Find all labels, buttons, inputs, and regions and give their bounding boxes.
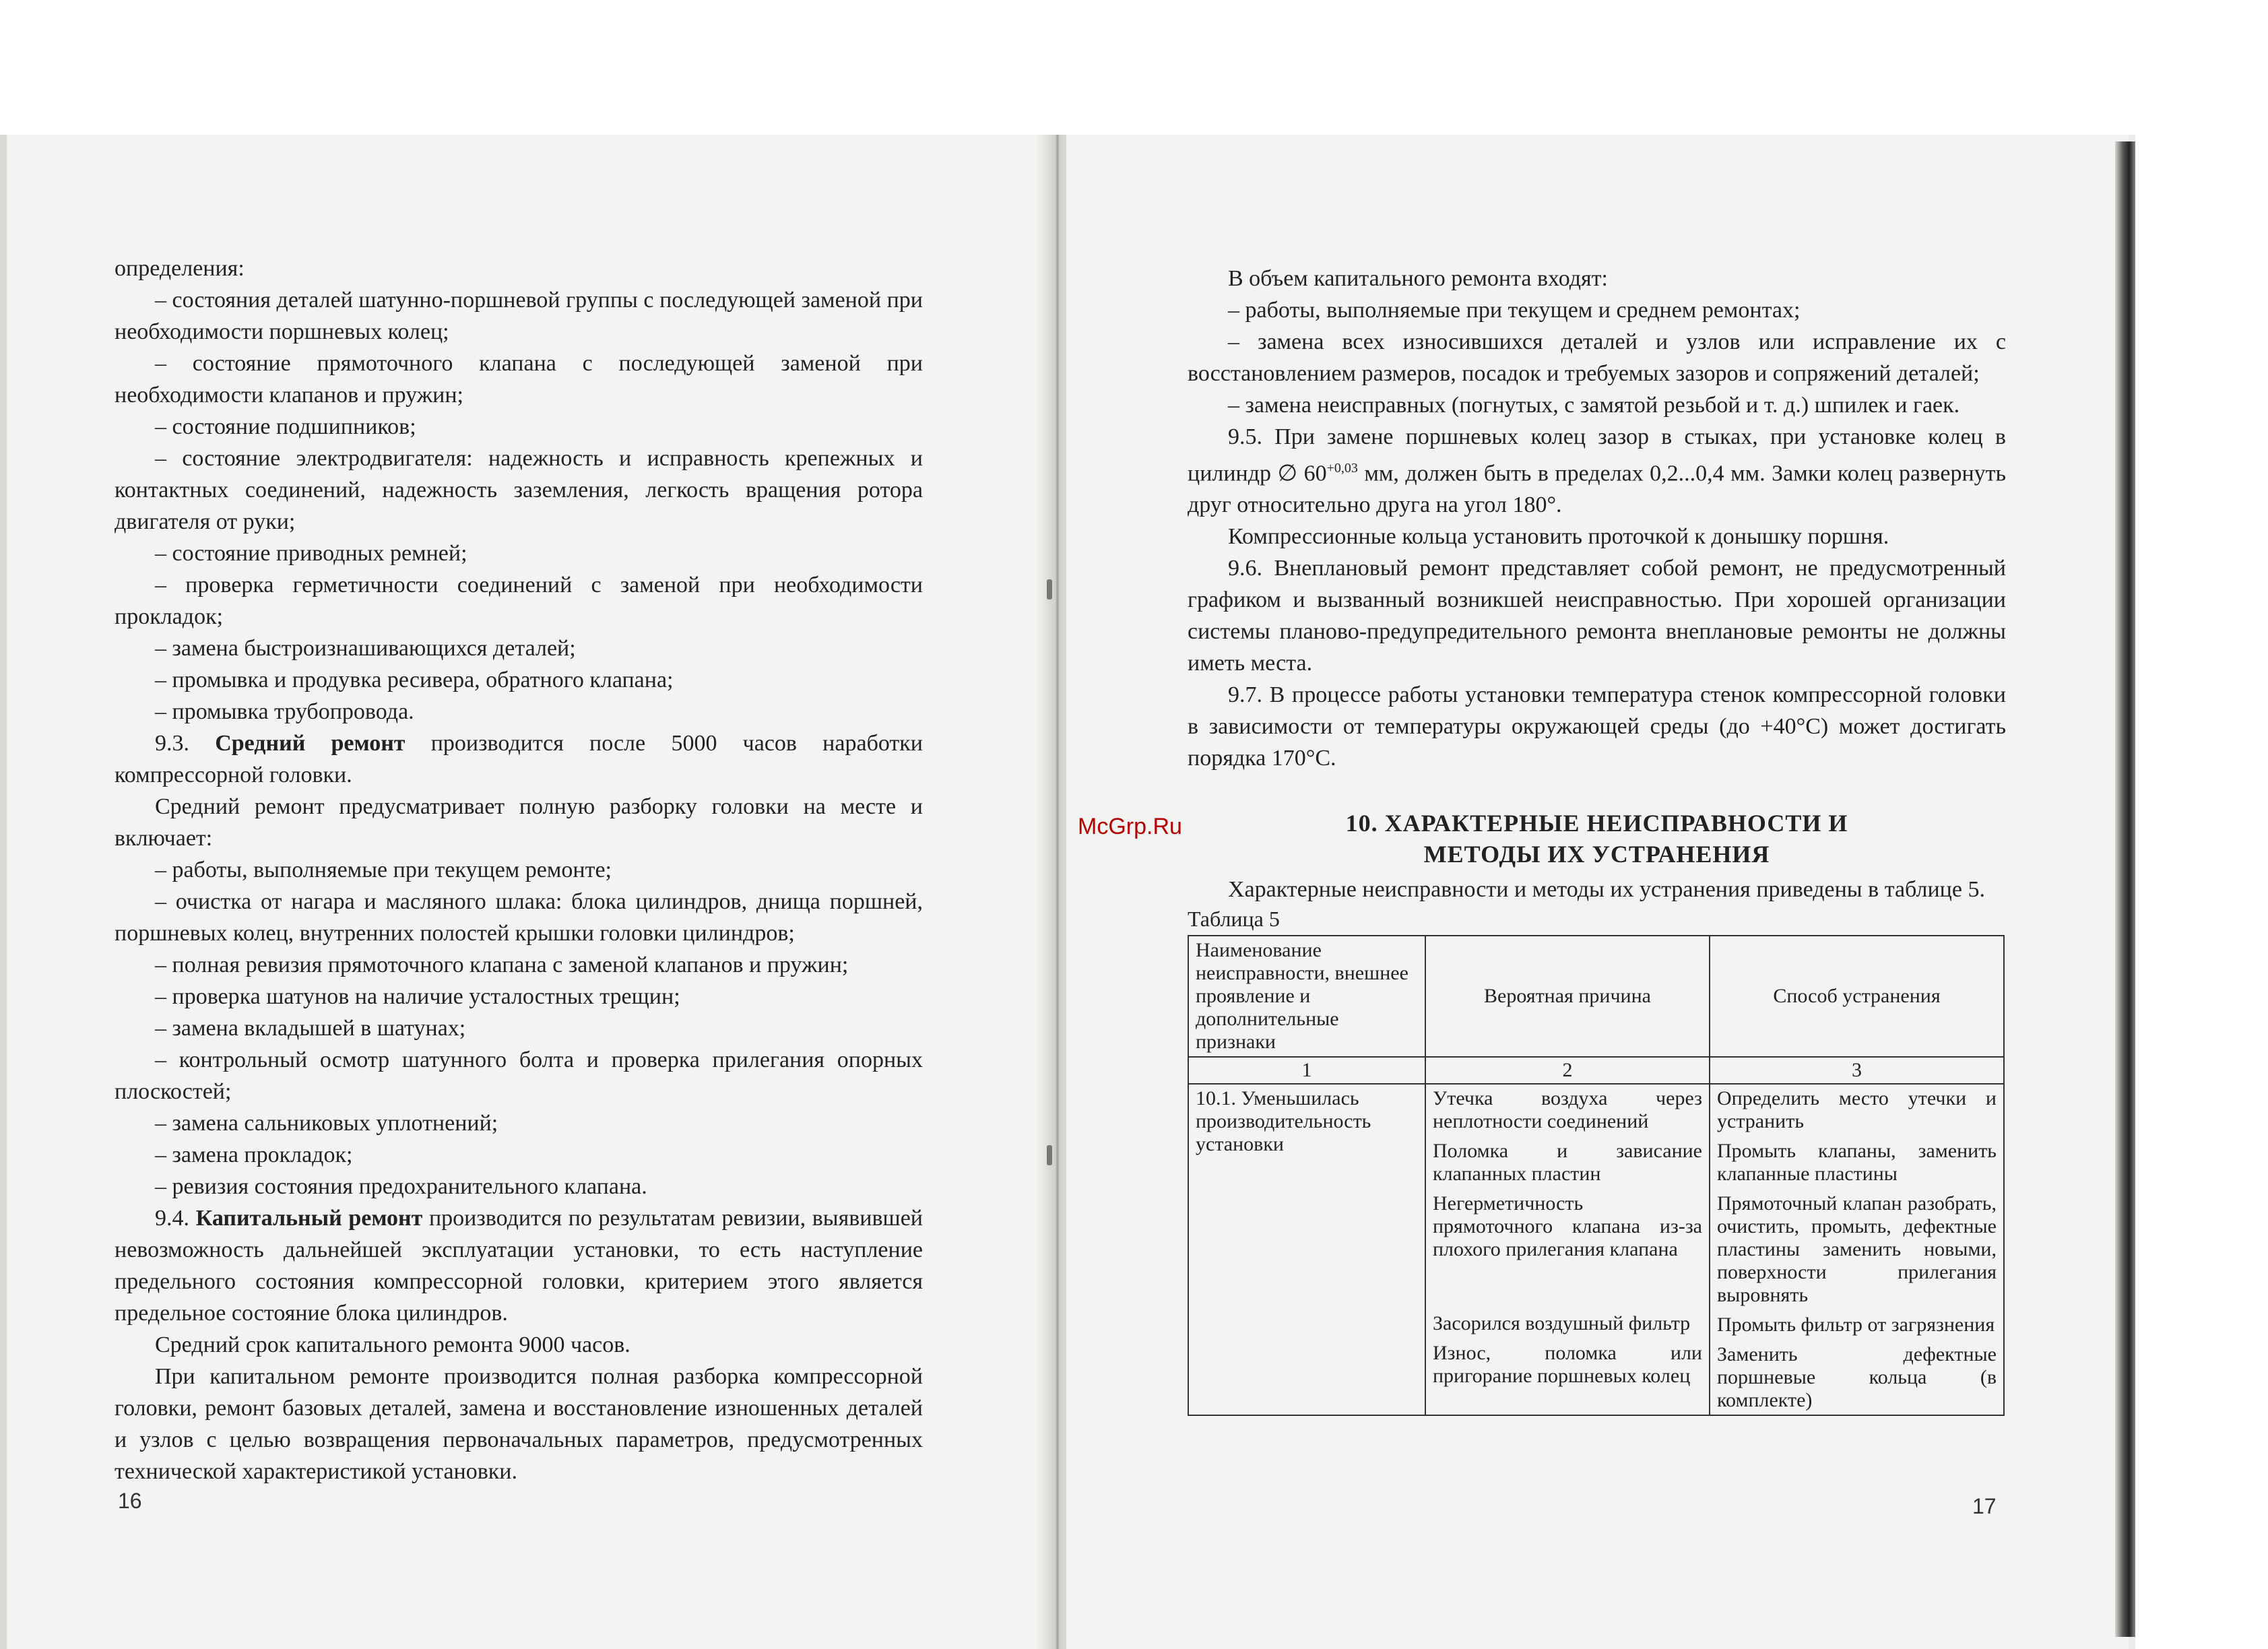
column-number: 1 — [1188, 1057, 1425, 1084]
column-number: 2 — [1425, 1057, 1710, 1084]
paragraph: Средний ремонт предусматривает полную разборку головки на месте и включает: — [115, 794, 923, 851]
left-page-text — [115, 253, 923, 1487]
list-item: – состояние приводных ремней; — [155, 541, 467, 566]
section-9-5 — [1188, 421, 2006, 521]
list-item: – ревизия состояния предохранительного клапана. — [155, 1174, 647, 1199]
heading-line: МЕТОДЫ ИХ УСТРАНЕНИЯ — [1423, 841, 1770, 868]
paragraph: Характерные неисправности и методы их устранения приведены в таблице 5. — [1228, 877, 1985, 903]
section-9-6: 9.6. Внеплановый ремонт представляет собой ремонт, не предусмотренный графиком и вызванный возникшей неисправностью. При хорошей организации системы планово-предупредительного ремонта внеплановые ремонты не должны иметь места. — [1188, 556, 2006, 676]
list-item: – замена быстроизнашивающихся деталей; — [155, 636, 576, 661]
tolerance: +0,03 — [1326, 461, 1358, 476]
list-item: – промывка трубопровода. — [155, 699, 414, 724]
section-9-4 — [115, 1202, 923, 1329]
right-page-text — [1188, 263, 2006, 1416]
right-page — [1064, 135, 2129, 1649]
list-item: – состояние подшипников; — [155, 414, 416, 439]
section-body: производится по результатам ревизии, выявившей невозможность дальнейшей эксплуатации установки, то есть наступление предельного состояния компрессорной головки, критерием этого является предельное состояние блока цилиндров. — [115, 1206, 923, 1326]
page-number: 16 — [118, 1489, 142, 1513]
list-item: – замена всех износившихся деталей и узлов или исправление их с восстановлением размеров, посадок и требуемых зазоров и сопряжений деталей; — [1188, 329, 2006, 386]
paragraph: При капитальном ремонте производится полная разборка компрессорной головки, ремонт базовых деталей, замена и восстановление изношенных деталей и узлов с целью возвращения первоначальных параметров, предусмотренных технической характеристикой установки. — [115, 1364, 923, 1484]
list-item: – состояния деталей шатунно-поршневой группы с последующей заменой при необходимости поршневых колец; — [115, 288, 923, 344]
cause: Износ, поломка или пригорание поршневых колец — [1433, 1342, 1702, 1388]
section-heading — [1188, 808, 2006, 870]
list-item: – замена вкладышей в шатунах; — [155, 1016, 466, 1041]
page-stack-edge — [2115, 141, 2135, 1637]
page-edge — [0, 135, 7, 1649]
section-9-3 — [115, 728, 923, 791]
cause: Засорился воздушный фильтр — [1433, 1312, 1691, 1335]
section-term: Капитальный ремонт — [195, 1206, 423, 1231]
table-header: Способ устранения — [1710, 936, 2004, 1057]
staple — [1047, 1145, 1052, 1165]
paragraph: Средний срок капитального ремонта 9000 часов. — [155, 1332, 630, 1357]
table-caption: Таблица 5 — [1188, 907, 1280, 932]
text-line: определения: — [115, 256, 245, 281]
list-item: – промывка и продувка ресивера, обратного клапана; — [155, 668, 674, 692]
section-term: Средний ремонт — [215, 731, 406, 756]
section-body: 9.5. При замене поршневых колец зазор в стыках, при установке колец в цилиндр ∅ 60 — [1188, 424, 2006, 486]
section-number: 9.3. — [155, 731, 189, 756]
staple — [1047, 579, 1052, 600]
watermark: McGrp.Ru — [1078, 814, 1182, 839]
section-9-7: 9.7. В процессе работы установки температура стенок компрессорной головки в зависимости от температуры окружающей среды (до +40°С) может достигать порядка 170°С. — [1188, 682, 2006, 771]
left-page — [0, 135, 1051, 1649]
cause: Поломка и зависание клапанных пластин — [1433, 1140, 1702, 1186]
causes-cell — [1425, 1084, 1710, 1415]
table-row — [1188, 1084, 2004, 1415]
list-item: – замена неисправных (погнутых, с замятой резьбой и т. д.) шпилек и гаек. — [1228, 393, 1960, 418]
section-number: 9.4. — [155, 1206, 189, 1231]
list-item: – замена прокладок; — [155, 1142, 353, 1167]
section-body: мм, должен быть в пределах 0,2...0,4 мм. Замки колец развернуть друг относительно друга на угол 180°. — [1188, 461, 2007, 518]
list-item: – замена сальниковых уплотнений; — [155, 1111, 498, 1136]
list-item: – очистка от нагара и масляного шлака: блока цилиндров, днища поршней, поршневых колец, внутренних полостей крышки головки цилиндров; — [115, 889, 923, 946]
list-item: – работы, выполняемые при текущем и среднем ремонтах; — [1228, 298, 1801, 323]
list-item: – состояние электродвигателя: надежность и исправность крепежных и контактных соединений, надежность заземления, легкость вращения ротора двигателя от руки; — [115, 446, 923, 534]
remedy: Определить место утечки и устранить — [1717, 1087, 1997, 1133]
section-body: производится после 5000 часов наработки компрессорной головки. — [115, 731, 923, 787]
remedies-cell — [1710, 1084, 2004, 1415]
list-item: – полная ревизия прямоточного клапана с заменой клапанов и пружин; — [155, 952, 849, 977]
table-header: Вероятная причина — [1425, 936, 1710, 1057]
remedy: Промыть клапаны, заменить клапанные пластины — [1717, 1140, 1997, 1186]
paragraph: В объем капитального ремонта входят: — [1228, 266, 1608, 291]
list-item: – проверка герметичности соединений с заменой при необходимости прокладок; — [115, 573, 923, 629]
table-header: Наименование неисправности, внешнее проявление и дополнительные признаки — [1188, 936, 1425, 1057]
remedy: Заменить дефектные поршневые кольца (в комплекте) — [1717, 1343, 1997, 1412]
list-item: – состояние прямоточного клапана с последующей заменой при необходимости клапанов и пружин; — [115, 351, 923, 408]
cause: Утечка воздуха через неплотности соединений — [1433, 1087, 1702, 1133]
book-spread — [0, 135, 2135, 1649]
remedy: Прямоточный клапан разобрать, очистить, промыть, дефектные пластины заменить новыми, поверхности прилегания выровнять — [1717, 1192, 1997, 1307]
column-number: 3 — [1710, 1057, 2004, 1084]
heading-line: 10. ХАРАКТЕРНЫЕ НЕИСПРАВНОСТИ И — [1345, 810, 1848, 837]
paragraph: Компрессионные кольца установить проточкой к донышку поршня. — [1228, 524, 1889, 550]
cause: Негерметичность прямоточного клапана из-за плохого прилегания клапана — [1433, 1192, 1702, 1261]
page-number: 17 — [1972, 1494, 1997, 1518]
list-item: – работы, выполняемые при текущем ремонте; — [155, 858, 612, 882]
list-item: – контрольный осмотр шатунного болта и проверка прилегания опорных плоскостей; — [115, 1047, 923, 1104]
list-item: – проверка шатунов на наличие усталостных трещин; — [155, 984, 680, 1009]
remedy: Промыть фильтр от загрязнения — [1717, 1314, 1995, 1336]
fault-cell: 10.1. Уменьшилась производительность установки — [1188, 1084, 1425, 1415]
faults-table — [1188, 935, 2005, 1416]
